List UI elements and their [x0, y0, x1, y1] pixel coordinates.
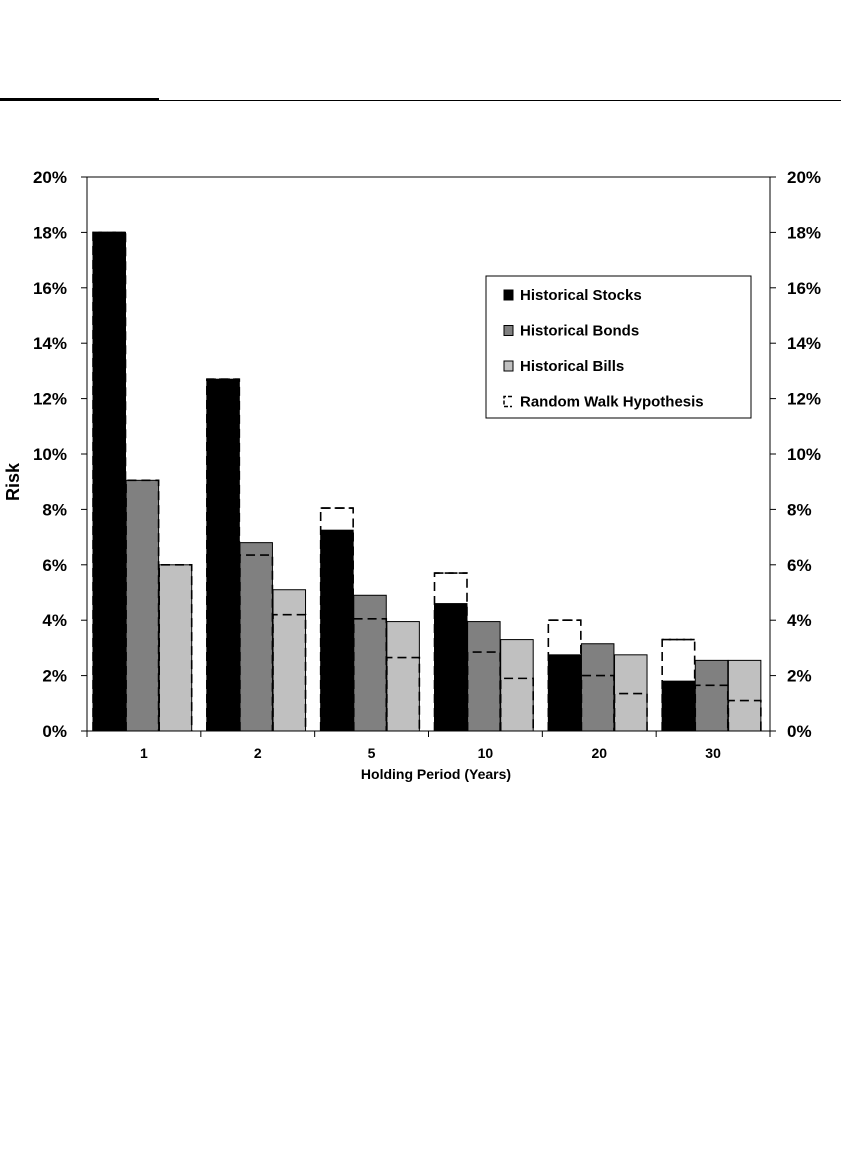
y-tick-label-right: 2%	[787, 666, 812, 686]
y-tick-label-right: 0%	[787, 722, 812, 741]
bar-historical-bills	[273, 590, 306, 731]
bar-historical-bonds	[468, 622, 501, 731]
y-tick-label-left: 12%	[32, 389, 67, 409]
y-tick-label-left: 6%	[42, 555, 67, 575]
y-tick-label-right: 18%	[787, 223, 822, 243]
y-tick-label-right: 12%	[787, 389, 822, 409]
y-tick-label-left: 2%	[42, 666, 67, 686]
y-tick-label-left: 16%	[32, 278, 67, 298]
y-tick-label-right: 4%	[787, 611, 812, 631]
y-axis-title: Risk	[3, 462, 23, 502]
bar-historical-bonds	[354, 595, 387, 731]
y-tick-label-right: 14%	[787, 334, 822, 354]
bar-historical-bonds	[695, 660, 728, 731]
bar-historical-stocks	[435, 604, 468, 731]
y-tick-label-right: 10%	[787, 445, 822, 464]
legend-swatch	[504, 326, 513, 336]
bar-historical-stocks	[207, 379, 240, 731]
legend-label: Historical Bonds	[520, 322, 640, 340]
legend-swatch	[504, 290, 513, 300]
x-tick-label: 30	[705, 745, 721, 761]
bar-historical-stocks	[662, 681, 695, 731]
y-tick-label-right: 8%	[787, 500, 812, 520]
legend	[486, 276, 751, 418]
x-tick-label: 5	[367, 745, 376, 761]
y-tick-label-right: 6%	[787, 555, 812, 575]
bar-historical-bonds	[240, 543, 273, 731]
bar-historical-bills	[387, 622, 420, 731]
bar-historical-stocks	[321, 530, 354, 731]
x-tick-label: 10	[477, 745, 494, 761]
y-tick-label-left: 8%	[42, 500, 67, 520]
y-tick-label-right: 20%	[787, 168, 822, 187]
y-tick-label-left: 20%	[32, 168, 67, 187]
legend-label: Historical Bills	[520, 358, 625, 375]
y-tick-label-left: 4%	[42, 611, 67, 631]
y-tick-label-left: 10%	[32, 445, 67, 464]
bar-historical-bonds	[126, 480, 159, 731]
legend-label: Historical Stocks	[520, 287, 642, 304]
y-tick-label-left: 18%	[32, 223, 67, 243]
x-tick-label: 1	[140, 745, 148, 761]
x-axis-title: Holding Period (Years)	[360, 766, 512, 782]
bar-historical-bills	[501, 640, 534, 731]
y-tick-label-left: 14%	[32, 334, 67, 354]
bar-historical-stocks	[548, 655, 581, 731]
bar-historical-bonds	[581, 644, 614, 731]
bar-historical-bills	[728, 660, 761, 731]
x-tick-label: 20	[591, 745, 608, 761]
bar-historical-bills	[159, 565, 192, 731]
y-tick-label-right: 16%	[787, 278, 822, 298]
bar-historical-stocks	[93, 232, 126, 731]
y-tick-label-left: 0%	[42, 722, 67, 741]
x-tick-label: 2	[253, 745, 262, 761]
legend-swatch	[504, 361, 513, 371]
legend-label: Random Walk Hypothesis	[520, 393, 704, 411]
